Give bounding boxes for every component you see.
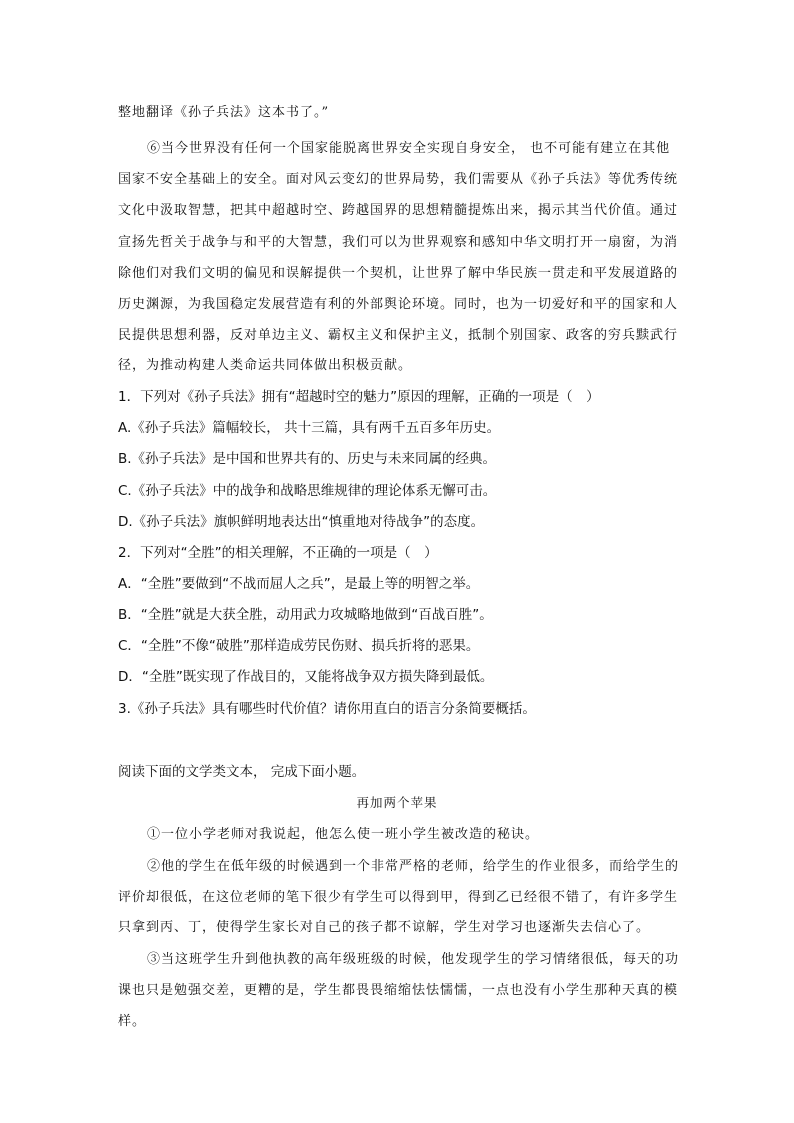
paragraph-6-line: 民提供思想利器，反对单边主义、霸权主义和保护主义，抵制个别国家、政客的穷兵黩武行 xyxy=(118,328,679,343)
story-paragraph-3-line: ③当这班学生升到他执教的高年级班级的时候，他发现学生的学习情绪很低，每天的功 xyxy=(147,952,680,967)
question-1-option-b: B.《孙子兵法》是中国和世界共有的、历史与未来同属的经典。 xyxy=(118,451,497,467)
paragraph-6-line: 除他们对我们文明的偏见和误解提供一个契机，让世界了解中华民族一贯走和平发展道路的 xyxy=(118,266,679,281)
story-title: 再加两个苹果 xyxy=(356,795,438,810)
paragraph-6-line: 宣扬先哲关于战争与和平的大智慧，我们可以为世界观察和感知中华文明打开一扇窗，为消 xyxy=(118,235,679,250)
question-3-stem: 3.《孙子兵法》具有哪些时代价值？请你用直白的语言分条简要概括。 xyxy=(118,701,536,717)
passage-continuation-line: 整地翻译《孙子兵法》这本书了。” xyxy=(118,105,330,120)
story-paragraph-3-line: 样。 xyxy=(118,1014,147,1029)
question-2-option-b: B．“全胜”就是大获全胜，动用武力攻城略地做到“百战百胜”。 xyxy=(118,607,493,623)
question-1-option-a: A.《孙子兵法》篇幅较长， 共十三篇，具有两千五百多年历史。 xyxy=(118,420,501,436)
paragraph-6-line: ⑥当今世界没有任何一个国家能脱离世界安全实现自身安全， 也不可能有建立在其他 xyxy=(147,141,671,156)
story-paragraph-2-line: ②他的学生在低年级的时候遇到一个非常严格的老师，给学生的作业很多，而给学生的 xyxy=(147,859,680,874)
question-1-option-d: D.《孙子兵法》旗帜鲜明地表达出“慎重地对待战争”的态度。 xyxy=(118,514,485,530)
question-2-option-c: C．“全胜”不像“破胜”那样造成劳民伤财、损兵折将的恶果。 xyxy=(118,638,480,654)
story-paragraph-1: ①一位小学老师对我说起，他怎么使一班小学生被改造的秘诀。 xyxy=(147,827,540,842)
question-2-option-d: D．“全胜”既实现了作战目的，又能将战争双方损失降到最低。 xyxy=(118,669,494,685)
question-1-option-c: C.《孙子兵法》中的战争和战略思维规律的理论体系无懈可击。 xyxy=(118,483,497,499)
paragraph-6-line: 国家不安全基础上的安全。面对风云变幻的世界局势，我们需要从《孙子兵法》等优秀传统 xyxy=(118,172,679,187)
story-paragraph-2-line: 只拿到丙、丁，使得学生家长对自己的孩子都不谅解，学生对学习也逐渐失去信心了。 xyxy=(118,920,651,935)
question-2-option-a: A．“全胜”要做到“不战而屈人之兵”，是最上等的明智之举。 xyxy=(118,576,480,592)
paragraph-6-line: 历史渊源，为我国稳定发展营造有利的外部舆论环境。同时，也为一切爱好和平的国家和人 xyxy=(118,297,679,312)
paragraph-6-line: 径，为推动构建人类命运共同体做出积极贡献。 xyxy=(118,358,413,373)
story-paragraph-3-line: 课也只是勉强交差，更糟的是，学生都畏畏缩缩怯怯懦懦，一点也没有小学生那种天真的模 xyxy=(118,983,679,998)
section-instruction: 阅读下面的文学类文本， 完成下面小题。 xyxy=(118,764,366,780)
question-1-stem: 1．下列对《孙子兵法》拥有“超越时空的魅力”原因的理解，正确的一项是（ ） xyxy=(118,389,600,405)
question-2-stem: 2．下列对“全胜”的相关理解，不正确的一项是（ ） xyxy=(118,545,438,561)
paragraph-6-line: 文化中汲取智慧，把其中超越时空、跨越国界的思想精髓提炼出来，揭示其当代价值。通过 xyxy=(118,203,679,218)
story-paragraph-2-line: 评价却很低，在这位老师的笔下很少有学生可以得到甲，得到乙已经很不错了，有许多学生 xyxy=(118,890,679,905)
